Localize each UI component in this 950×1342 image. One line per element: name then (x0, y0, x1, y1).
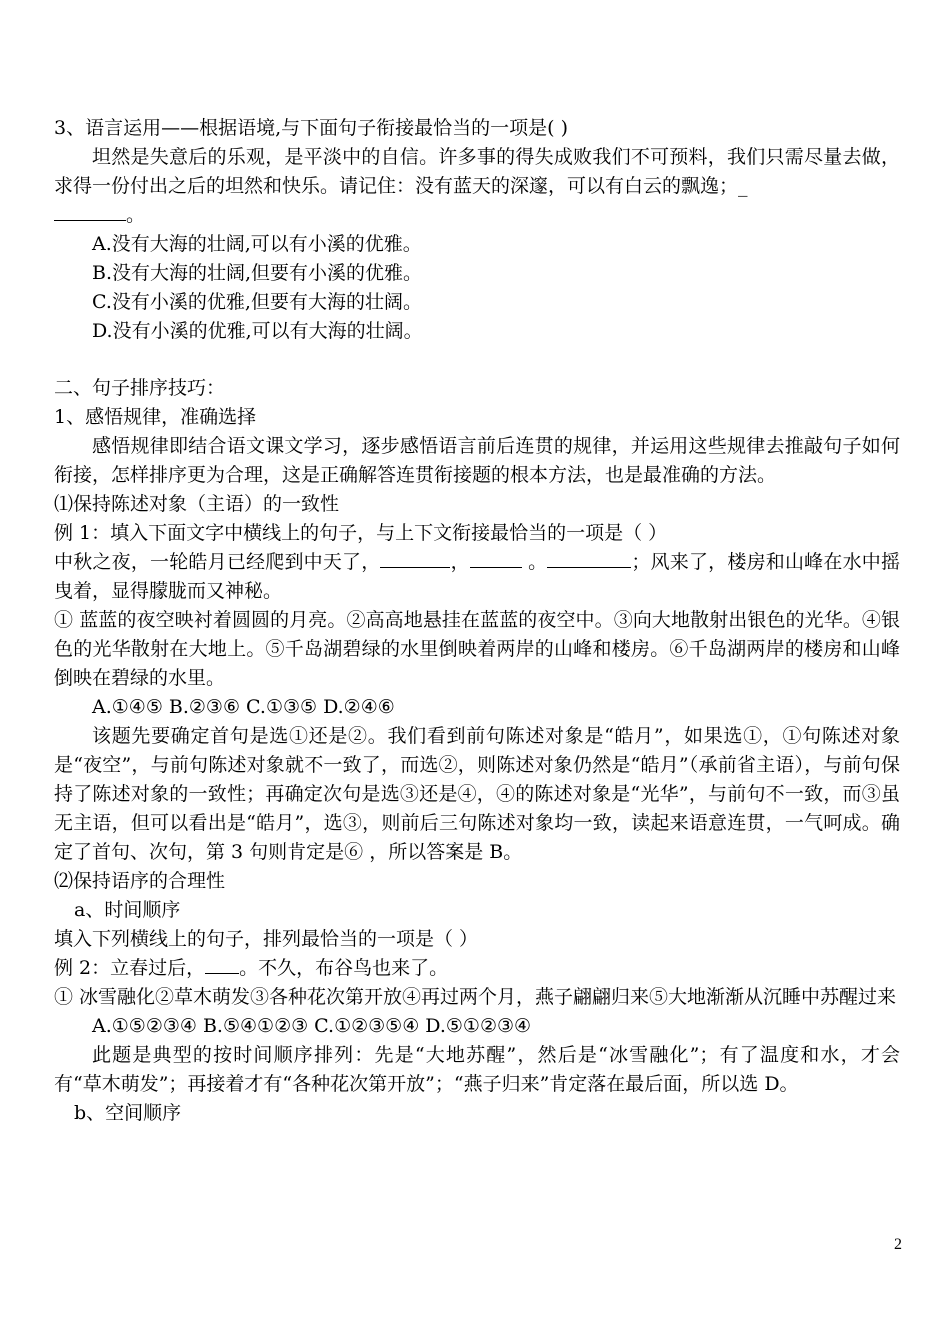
q3-option-b: B.没有大海的壮阔,但要有小溪的优雅。 (92, 262, 423, 284)
point1-heading: ⑴保持陈述对象（主语）的一致性 (54, 493, 340, 515)
point2-heading: ⑵保持语序的合理性 (54, 870, 226, 892)
example1-blank-3 (547, 549, 631, 568)
example2-title (54, 954, 900, 983)
page-number: 2 (894, 1236, 902, 1253)
q3-passage-text: 坦然是失意后的乐观，是平淡中的自信。许多事的得失成败我们不可预料，我们只需尽量去做，求得一份付出之后的坦然和快乐。请记住：没有蓝天的深邃，可以有白云的飘逸；_ (54, 146, 900, 197)
q3-blank (54, 202, 126, 221)
example1-analysis: 该题先要确定首句是选①还是②。我们看到前句陈述对象是“皓月”，如果选①，①句陈述对象是“夜空”，与前句陈述对象就不一致了，而选②，则陈述对象仍然是“皓月”（承前省主语），与前句保持了陈述对象的一致性；再确定次句是选③还是④，④的陈述对象是“光华”，与前句不一致，而③虽无主语，但可以看出是“皓月”，选③，则前后三句陈述对象均一致，读起来语意连贯，一气呵成。确定了首句、次句，第 3 句则肯定是⑥ ，所以答案是 B。 (54, 725, 900, 863)
example2-prompt: 填入下列横线上的句子，排列最恰当的一项是（ ） (54, 928, 479, 950)
example2-choices: ① 冰雪融化②草木萌发③各种花次第开放④再过两个月，燕子翩翩归来⑤大地渐渐从沉睡中苏醒过来 (54, 986, 897, 1008)
example1-text (54, 548, 900, 606)
point2a-heading: a、时间顺序 (74, 899, 181, 921)
q3-passage (54, 143, 900, 230)
section-gap (54, 346, 900, 374)
example1-blank-1 (380, 549, 450, 568)
example2-title-b: 。不久，布谷鸟也来了。 (239, 957, 449, 979)
example1-text-c: 。 (521, 551, 548, 573)
example1-text-d: ；风来了，楼房和山峰在水中摇曳着，显得朦胧而又神秘。 (54, 551, 900, 602)
example1-title: 例 1：填入下面文字中横线上的句子，与上下文衔接最恰当的一项是（ ） (54, 522, 668, 544)
example1-options: A.①④⑤ B.②③⑥ C.①③⑤ D.②④⑥ (92, 696, 395, 718)
point2b-heading: b、空间顺序 (74, 1102, 182, 1124)
section2-heading: 二、句子排序技巧： (54, 377, 226, 399)
example2-analysis: 此题是典型的按时间顺序排列：先是“大地苏醒”，然后是“冰雪融化”；有了温度和水，才会有“草木萌发”；再接着才有“各种花次第开放”；“燕子归来”肯定落在最后面，所以选 D。 (54, 1044, 900, 1095)
section2-intro: 感悟规律即结合语文课文学习，逐步感悟语言前后连贯的规律，并运用这些规律去推敲句子如何衔接，怎样排序更为合理，这是正确解答连贯衔接题的根本方法，也是最准确的方法。 (54, 435, 900, 486)
example2-blank (205, 955, 239, 974)
q3-option-c: C.没有小溪的优雅,但要有大海的壮阔。 (92, 291, 422, 313)
q3-passage-end: 。 (126, 204, 146, 226)
example2-title-a: 例 2：立春过后， (54, 957, 206, 979)
section2-sub1: 1、感悟规律，准确选择 (54, 406, 257, 428)
example1-text-b: ， (450, 551, 470, 573)
example1-choices: ① 蓝蓝的夜空映衬着圆圆的月亮。②高高地悬挂在蓝蓝的夜空中。③向大地散射出银色的光华。④银色的光华散射在大地上。⑤千岛湖碧绿的水里倒映着两岸的山峰和楼房。⑥千岛湖两岸的楼房和山峰倒映在碧绿的水里。 (54, 609, 900, 689)
q3-title: 3、语言运用——根据语境,与下面句子衔接最恰当的一项是( ) (54, 117, 568, 139)
example1-blank-2 (470, 549, 522, 568)
example2-options: A.①⑤②③④ B.⑤④①②③ C.①②③⑤④ D.⑤①②③④ (92, 1015, 532, 1037)
example1-text-a: 中秋之夜，一轮皓月已经爬到中天了， (54, 551, 381, 573)
q3-option-a: A.没有大海的壮阔,可以有小溪的优雅。 (92, 233, 422, 255)
q3-option-d: D.没有小溪的优雅,可以有大海的壮阔。 (92, 320, 423, 342)
